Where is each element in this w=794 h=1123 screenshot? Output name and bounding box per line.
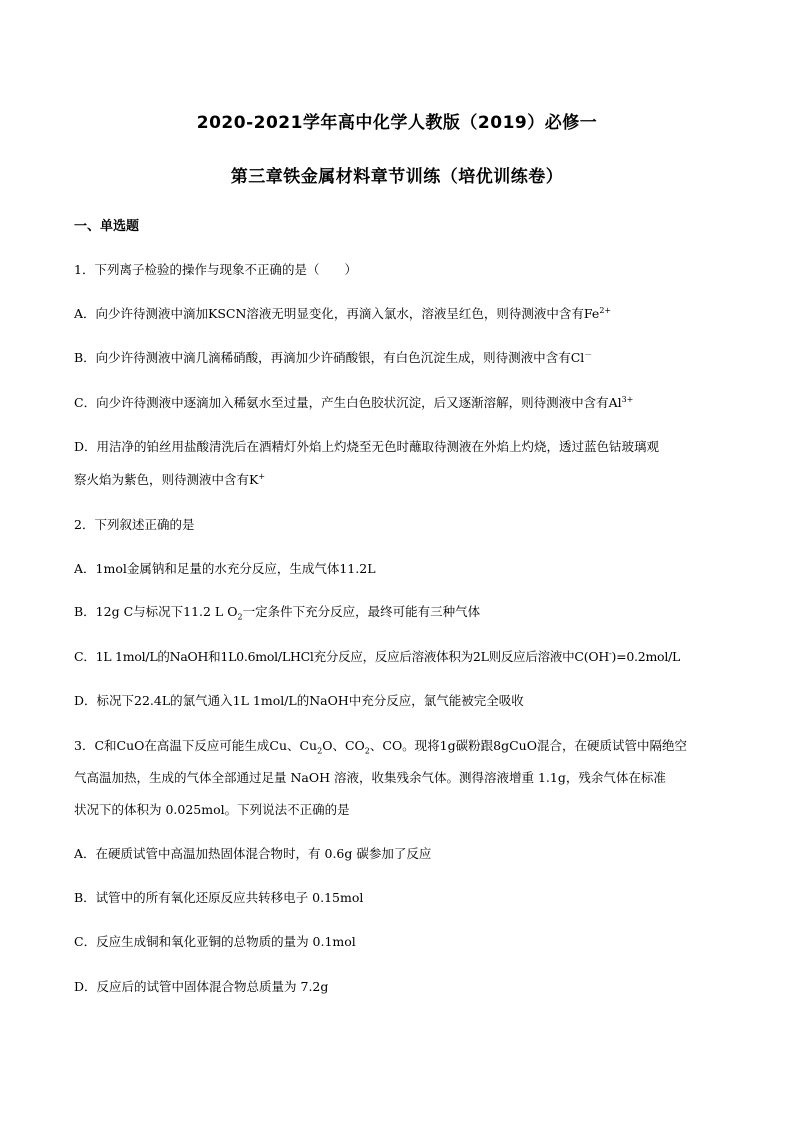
q1-option-a-text: A．向少许待测液中滴加KSCN溶液无明显变化，再滴入氯水，溶液呈红色，则待测液中含有Fe bbox=[74, 306, 600, 321]
q2-option-a: A．1mol金属钠和足量的水充分反应，生成气体11.2L bbox=[74, 561, 376, 576]
q2-option-b-pre: B．12g C与标况下11.2 L O bbox=[74, 604, 238, 619]
q2-option-b-post: 一定条件下充分反应，最终可能有三种气体 bbox=[242, 604, 481, 619]
q2-stem: 2．下列叙述正确的是 bbox=[74, 517, 195, 532]
q1-option-d-line2 bbox=[74, 470, 265, 488]
q3-stem-b: O、CO bbox=[322, 738, 365, 753]
q1-option-b-charge: － bbox=[584, 349, 593, 359]
q2-option-b-sub: 2 bbox=[237, 612, 243, 622]
q1-option-b-text: B．向少许待测液中滴几滴稀硝酸，再滴加少许硝酸银，有白色沉淀生成，则待测液中含有Cl bbox=[74, 350, 585, 365]
q3-stem-a: 3．C和CuO在高温下反应可能生成Cu、Cu bbox=[74, 738, 318, 753]
q1-option-d-line1: D．用洁净的铂丝用盐酸清洗后在酒精灯外焰上灼烧至无色时蘸取待测液在外焰上灼烧，透过蓝色钴玻璃观 bbox=[74, 439, 660, 454]
q2-option-c-pre: C．1L 1mol/L的NaOH和1L0.6mol/LHCl充分反应，反应后溶液体积为2L则反应后溶液中C(OH bbox=[74, 649, 610, 664]
q2-option-d: D．标况下22.4L的氯气通入1L 1mol/L的NaOH中充分反应，氯气能被完全吸收 bbox=[74, 693, 524, 708]
q1-option-c-text: C．向少许待测液中逐滴加入稀氨水至过量，产生白色胶状沉淀，后又逐渐溶解，则待测液中含有Al bbox=[74, 395, 622, 410]
q2-option-c bbox=[74, 647, 680, 665]
q3-option-c: C．反应生成铜和氧化亚铜的总物质的量为 0.1mol bbox=[74, 934, 356, 949]
q1-option-d-text: 察火焰为紫色，则待测液中含有K bbox=[74, 472, 259, 487]
q3-stem-c: 、CO。现将1g碳粉跟8gCuO混合，在硬质试管中隔绝空 bbox=[369, 738, 687, 753]
q1-option-a-charge: 2+ bbox=[599, 305, 612, 315]
q1-stem: 1．下列离子检验的操作与现象不正确的是（ ） bbox=[74, 262, 357, 277]
q1-option-c-charge: 3+ bbox=[621, 394, 634, 404]
document-title-line2: 第三章铁金属材料章节训练（培优训练卷） bbox=[230, 167, 564, 187]
q3-stem-sub2: 2 bbox=[364, 746, 370, 756]
q3-option-b: B．试管中的所有氧化还原反应共转移电子 0.15mol bbox=[74, 890, 364, 905]
document-title-line1: 2020-2021学年高中化学人教版（2019）必修一 bbox=[196, 113, 598, 133]
q3-stem-line2: 气高温加热，生成的气体全部通过足量 NaOH 溶液，收集残余气体。测得溶液增重 1.1g，残余气体在标准 bbox=[74, 770, 666, 785]
q1-option-b bbox=[74, 348, 592, 366]
q2-option-c-post: )=0.2mol/L bbox=[611, 649, 681, 664]
q1-option-c bbox=[74, 393, 633, 411]
q3-option-d: D．反应后的试管中固体混合物总质量为 7.2g bbox=[74, 979, 329, 994]
q3-stem-line1 bbox=[74, 736, 687, 754]
q1-option-d-charge: + bbox=[258, 471, 266, 481]
q3-stem-line3: 状况下的体积为 0.025mol。下列说法不正确的是 bbox=[74, 802, 350, 817]
q1-option-a bbox=[74, 304, 611, 322]
q3-stem-sub1: 2 bbox=[317, 746, 323, 756]
q2-option-b bbox=[74, 602, 480, 620]
section-heading: 一、单选题 bbox=[74, 219, 140, 234]
q3-option-a: A．在硬质试管中高温加热固体混合物时，有 0.6g 碳参加了反应 bbox=[74, 846, 432, 861]
q2-option-c-sup: - bbox=[609, 648, 612, 658]
